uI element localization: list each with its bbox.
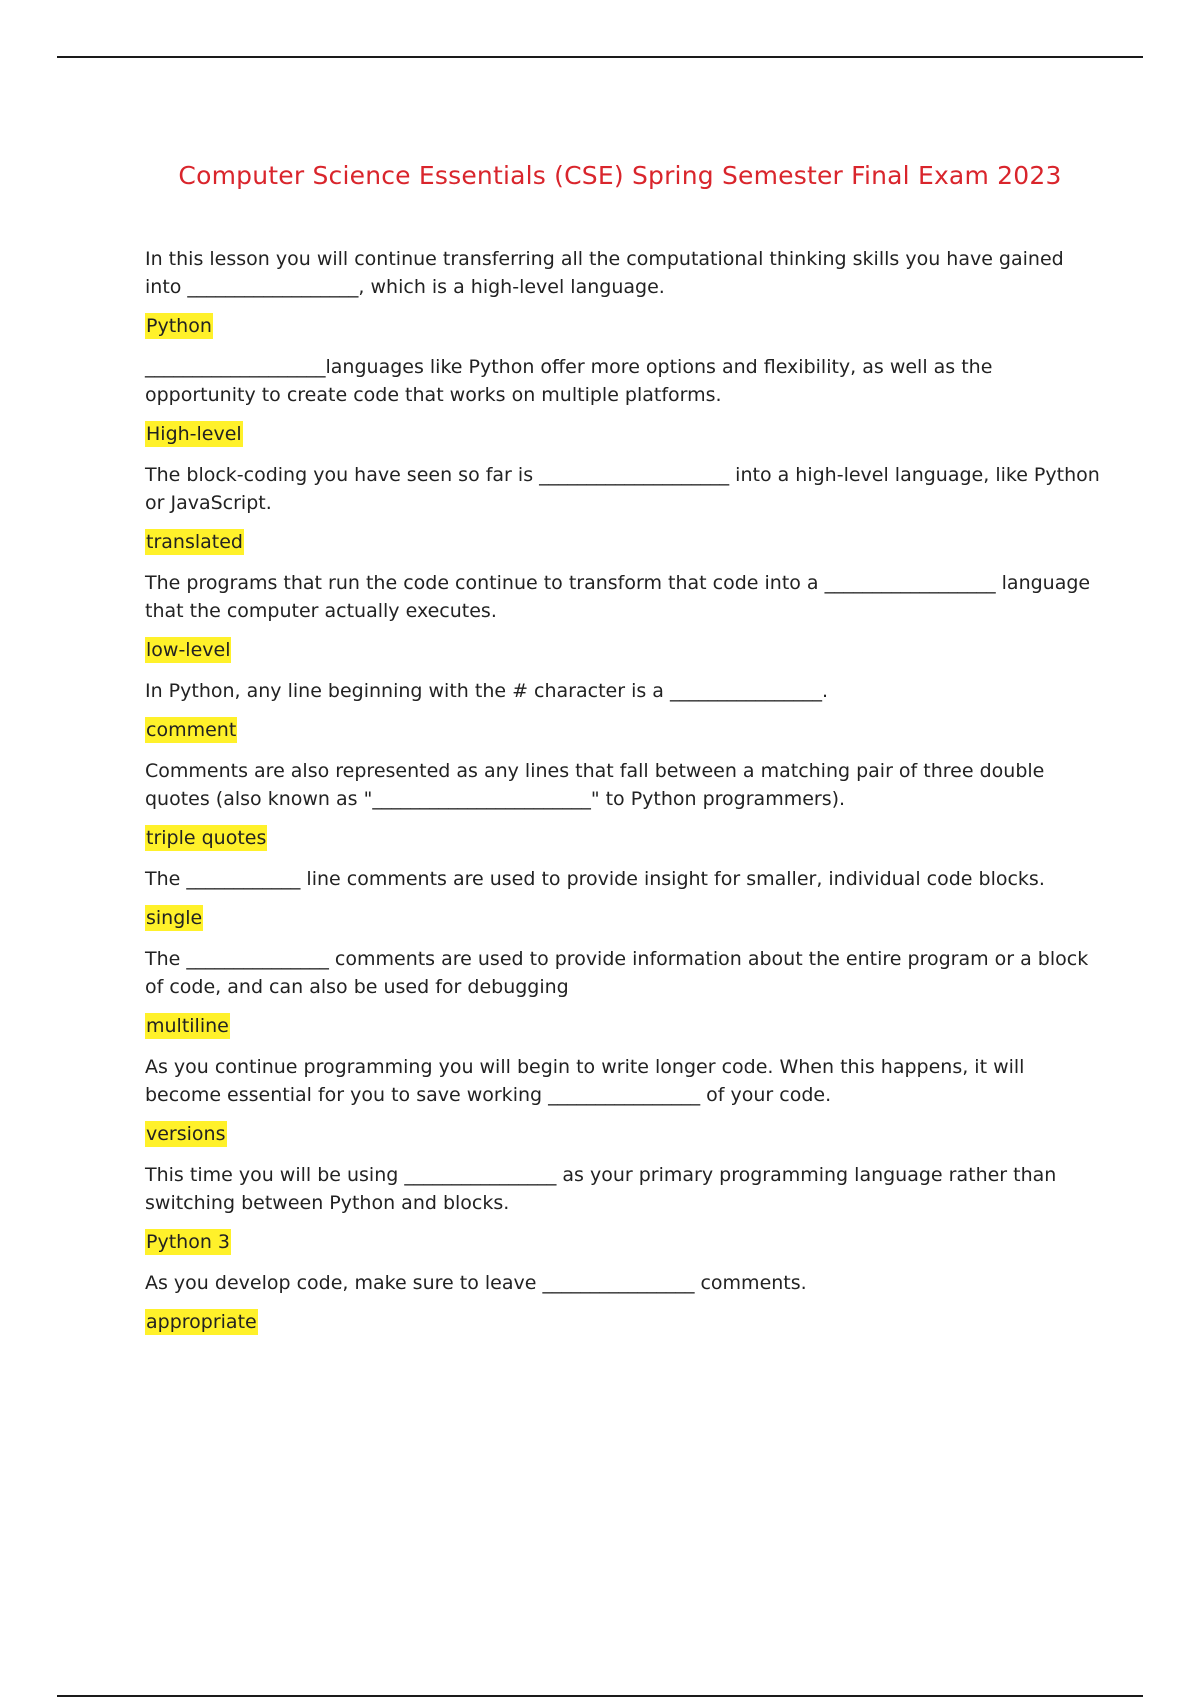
question-item xyxy=(145,865,1105,945)
highlighted-answer: High-level xyxy=(146,423,242,445)
bottom-divider xyxy=(57,1695,1143,1697)
question-text: Comments are also represented as any lines that fall between a matching pair of three double quotes (also known as "_______________________" to Python programmers). xyxy=(145,760,1045,810)
question-list xyxy=(145,245,1105,1349)
question-item xyxy=(145,245,1105,353)
question-text: The programs that run the code continue to transform that code into a __________________ language that the computer actually executes. xyxy=(145,572,1091,622)
question-item xyxy=(145,1269,1105,1349)
highlighted-answer: triple quotes xyxy=(146,827,267,849)
question-item xyxy=(145,1053,1105,1161)
question-item xyxy=(145,945,1105,1053)
highlighted-answer: versions xyxy=(146,1123,226,1145)
question-text: This time you will be using ________________ as your primary programming language rather than switching between Python and blocks. xyxy=(145,1164,1057,1214)
question-text: As you continue programming you will begin to write longer code. When this happens, it will become essential for you to save working ________________ of your code. xyxy=(145,1056,1025,1106)
question-item xyxy=(145,677,1105,757)
question-text: The _______________ comments are used to provide information about the entire program or a block of code, and can also be used for debugging xyxy=(145,948,1089,998)
question-item xyxy=(145,461,1105,569)
question-item xyxy=(145,757,1105,865)
question-text: As you develop code, make sure to leave ________________ comments. xyxy=(145,1272,807,1294)
highlighted-answer: single xyxy=(146,907,203,929)
question-item xyxy=(145,1161,1105,1269)
highlighted-answer: low-level xyxy=(146,639,231,661)
question-text: ___________________languages like Python offer more options and flexibility, as well as the opportunity to create code that works on multiple platforms. xyxy=(145,356,993,406)
top-divider xyxy=(57,56,1143,58)
document-title: Computer Science Essentials (CSE) Spring Semester Final Exam 2023 xyxy=(178,160,1062,190)
question-item xyxy=(145,569,1105,677)
question-text: The ____________ line comments are used to provide insight for smaller, individual code blocks. xyxy=(145,868,1045,890)
highlighted-answer: Python xyxy=(146,315,212,337)
highlighted-answer: comment xyxy=(146,719,237,741)
highlighted-answer: multiline xyxy=(146,1015,229,1037)
highlighted-answer: appropriate xyxy=(146,1311,257,1333)
question-item xyxy=(145,353,1105,461)
question-text: In this lesson you will continue transferring all the computational thinking skills you have gained into __________________, which is a high-level language. xyxy=(145,248,1064,298)
question-text: In Python, any line beginning with the # character is a ________________. xyxy=(145,680,829,702)
highlighted-answer: Python 3 xyxy=(146,1231,230,1253)
question-text: The block-coding you have seen so far is ____________________ into a high-level language, like Python or JavaScript. xyxy=(145,464,1100,514)
highlighted-answer: translated xyxy=(146,531,243,553)
